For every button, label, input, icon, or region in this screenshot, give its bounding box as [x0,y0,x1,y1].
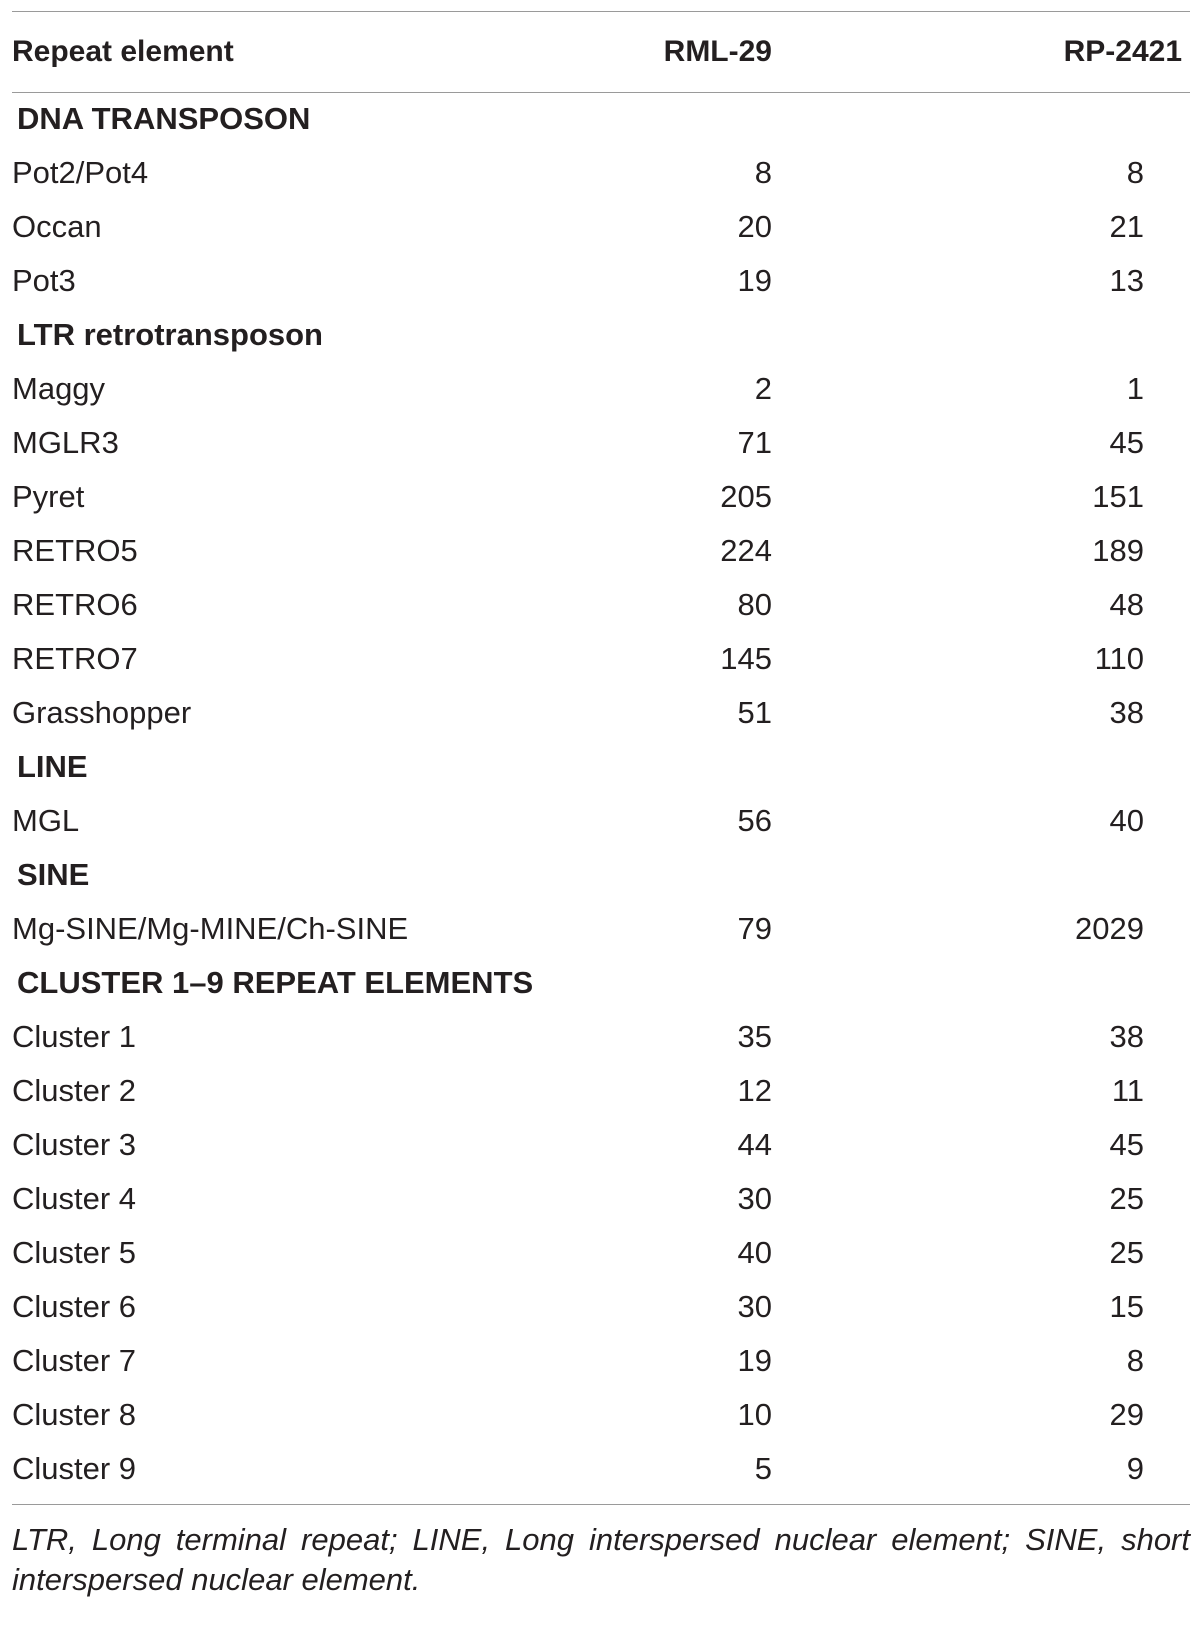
rml-29-value: 12 [737,1073,772,1108]
table-row [12,794,1190,848]
table-row [12,1280,1190,1334]
repeat-element-name: Cluster 3 [12,1127,137,1162]
section-header-row [12,308,1190,362]
rml-29-value: 30 [737,1289,772,1324]
rp-2421-value: 48 [1109,587,1144,622]
rp-2421-value: 189 [1092,533,1144,568]
rml-29-value: 145 [720,641,772,676]
rml-29-value: 2 [754,371,772,406]
repeat-element-name: RETRO5 [12,533,138,568]
repeat-element-name: Mg-SINE/Mg-MINE/Ch-SINE [12,911,409,946]
table-row [12,470,1190,524]
section-header-row [12,740,1190,794]
repeat-element-name: Cluster 5 [12,1235,137,1270]
table-footnote: LTR, Long terminal repeat; LINE, Long interspersed nuclear element; SINE, short interspersed nuclear element. [12,1522,1190,1597]
rml-29-value: 51 [737,695,772,730]
repeat-element-name: Cluster 1 [12,1019,137,1054]
repeat-element-name: RETRO6 [12,587,138,622]
rp-2421-value: 2029 [1075,911,1144,946]
header-rp-2421: RP-2421 [1063,34,1182,68]
rp-2421-value: 8 [1126,155,1144,190]
table-row [12,1010,1190,1064]
rml-29-value: 5 [754,1451,772,1486]
repeat-element-name: Cluster 8 [12,1397,137,1432]
table-row [12,686,1190,740]
rp-2421-value: 1 [1126,371,1144,406]
rml-29-value: 19 [737,263,772,298]
rp-2421-value: 15 [1109,1289,1144,1324]
section-header-row [12,92,1190,146]
table-row [12,1064,1190,1118]
repeat-element-name: Cluster 7 [12,1343,137,1378]
rml-29-value: 56 [737,803,772,838]
rml-29-value: 224 [720,533,772,568]
repeat-element-name: Cluster 4 [12,1181,137,1216]
rp-2421-value: 9 [1126,1451,1144,1486]
table-row [12,362,1190,416]
table-row [12,200,1190,254]
repeat-element-name: MGL [12,803,80,838]
table-row [12,1388,1190,1442]
rml-29-value: 10 [737,1397,772,1432]
rp-2421-value: 110 [1094,641,1144,676]
section-title: LTR retrotransposon [17,317,323,352]
repeat-element-name: RETRO7 [12,641,138,676]
section-header-row [12,956,1190,1010]
table-row [12,1172,1190,1226]
repeat-element-name: Occan [12,209,102,244]
repeat-element-name: Cluster 9 [12,1451,137,1486]
rp-2421-value: 8 [1126,1343,1144,1378]
rp-2421-value: 45 [1109,1127,1144,1162]
bottom-rule [12,1504,1190,1505]
repeat-element-table [12,23,1190,1496]
table-body [12,92,1190,1496]
table-header [12,23,1190,92]
section-title: DNA TRANSPOSON [17,101,311,136]
rml-29-value: 44 [737,1127,772,1162]
repeat-element-name: Cluster 2 [12,1073,137,1108]
rml-29-value: 35 [737,1019,772,1054]
table-row [12,1442,1190,1496]
table-row [12,1226,1190,1280]
header-row [12,23,1190,80]
header-rml-29: RML-29 [663,34,772,68]
repeat-element-name: Pot3 [12,263,76,298]
repeat-element-name: Pyret [12,479,85,514]
rml-29-value: 20 [737,209,772,244]
section-title: CLUSTER 1–9 REPEAT ELEMENTS [17,965,534,1000]
rml-29-value: 19 [737,1343,772,1378]
section-title: SINE [17,857,90,892]
rml-29-value: 80 [737,587,772,622]
rp-2421-value: 21 [1109,209,1144,244]
table-row [12,632,1190,686]
rp-2421-value: 38 [1109,695,1144,730]
rp-2421-value: 151 [1092,479,1144,514]
table-row [12,1334,1190,1388]
repeat-element-name: Cluster 6 [12,1289,137,1324]
section-header-row [12,848,1190,902]
table-row [12,254,1190,308]
rml-29-value: 205 [720,479,772,514]
rp-2421-value: 25 [1109,1181,1144,1216]
section-title: LINE [17,749,88,784]
table-row [12,578,1190,632]
repeat-element-name: Maggy [12,371,106,406]
table-row [12,146,1190,200]
rml-29-value: 8 [754,155,772,190]
rml-29-value: 30 [737,1181,772,1216]
rp-2421-value: 45 [1109,425,1144,460]
table-row [12,1118,1190,1172]
top-rule [12,11,1190,12]
repeat-element-name: Pot2/Pot4 [12,155,149,190]
table-row [12,524,1190,578]
rp-2421-value: 25 [1109,1235,1144,1270]
rp-2421-value: 29 [1109,1397,1144,1432]
rp-2421-value: 40 [1109,803,1144,838]
header-repeat-element: Repeat element [12,34,234,68]
table-row [12,416,1190,470]
rp-2421-value: 38 [1109,1019,1144,1054]
rml-29-value: 40 [737,1235,772,1270]
rp-2421-value: 11 [1111,1073,1144,1108]
rml-29-value: 71 [737,425,772,460]
table-row [12,902,1190,956]
repeat-element-name: Grasshopper [12,695,192,730]
header-spacer [12,80,1190,92]
repeat-element-name: MGLR3 [12,425,119,460]
rp-2421-value: 13 [1109,263,1144,298]
rml-29-value: 79 [737,911,772,946]
